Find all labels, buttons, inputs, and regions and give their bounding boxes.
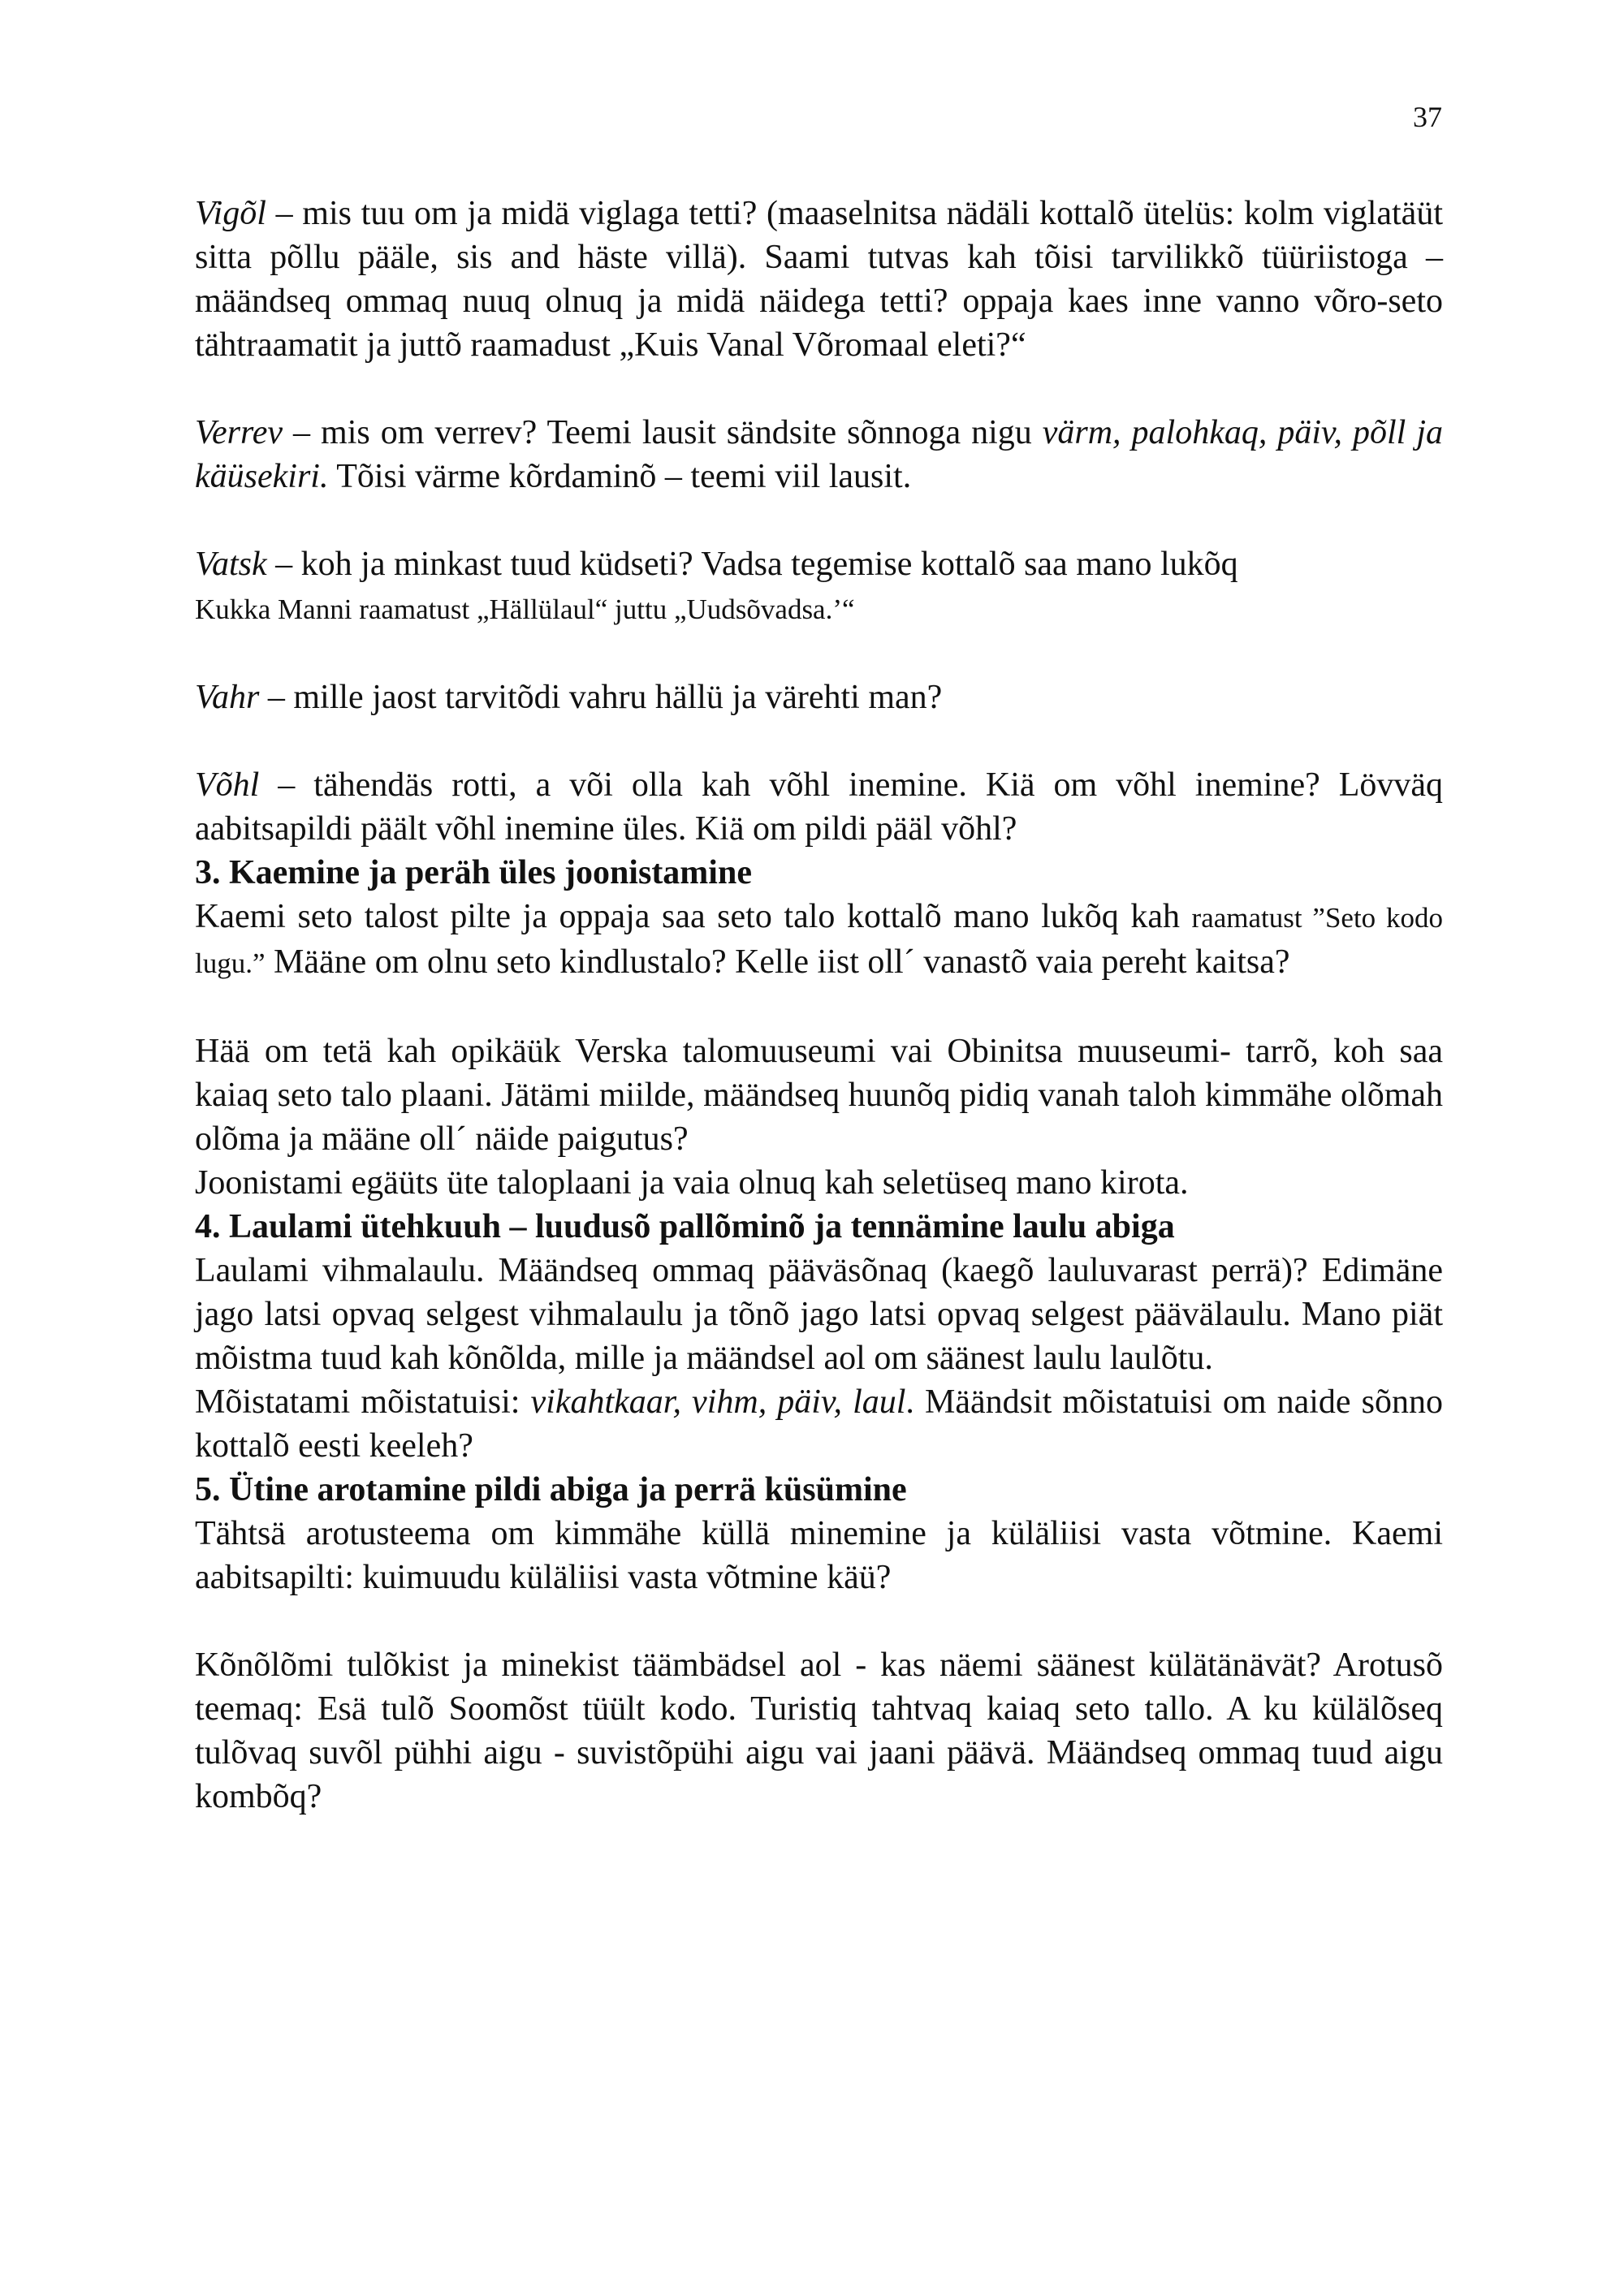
- text-vigol: – mis tuu om ja midä viglaga tetti? (maaselnitsa nädäli kottalõ ütelüs: kolm viglatäüt sitta põllu pääle, sis and häste villä). Saami tutvas kah tõisi tarvilikkõ tüüriistoga – määndseq ommaq nuuq olnuq ja midä näidega tetti? oppaja kaes inne vanno võro-seto tähtraamatit ja juttõ raamadust „Kuis Vanal Võromaal eleti?“: [195, 195, 1443, 364]
- words-verrev: värm, palohkaq, päiv, põll ja käüsekiri.: [195, 414, 1444, 495]
- term-vahr: Vahr: [195, 679, 260, 716]
- paragraph-vatsk: [195, 542, 1443, 632]
- text-vohl: – tähendäs rotti, a või olla kah võhl inemine. Kiä om võhl inemine? Lövväq aabitsapildi päält võhl inemine üles. Kiä om pildi pääl võhl?: [195, 766, 1443, 848]
- paragraph-verrev: [195, 411, 1443, 498]
- section-4-text-2: . Määndsit mõistatuisi om naide sõnno kottalõ eesti keeleh?: [195, 1383, 1443, 1465]
- text-vatsk-small: Kukka Manni raamatust „Hällülaul“ juttu „Uudsõvadsa.’“: [195, 593, 855, 625]
- paragraph-vohl: [195, 763, 1443, 851]
- section-4-paragraph-2: [195, 1380, 1443, 1468]
- term-vatsk: Vatsk: [195, 546, 267, 583]
- page-content: [195, 192, 1443, 1819]
- section-5-paragraph-1: Tähtsä arotusteema om kimmähe küllä minemine ja küläliisi vasta võtmine. Kaemi aabitsapilti: kuimuudu küläliisi vasta võtmine käü?: [195, 1515, 1443, 1596]
- section-5-paragraph-2: Kõnõlõmi tulõkist ja minekist täämbädsel aol - kas näemi säänest külätänävät? Arotusõ teemaq: Esä tulõ Soomõst tüült kodo. Turistiq tahtvaq kaiaq seto tallo. A ku külälõseq tulõvaq suvõl pühhi aigu - suvistõpühi aigu vai jaani päävä. Määndseq ommaq tuud aigu kombõq?: [195, 1646, 1443, 1815]
- section-3-text-2: Määne om olnu seto kindlustalo? Kelle iist oll´ vanastõ vaia pereht kaitsa?: [265, 943, 1290, 981]
- section-5-heading: 5. Ütine arotamine pildi abiga ja perrä küsümine: [195, 1471, 907, 1508]
- paragraph-vigol: [195, 192, 1443, 367]
- text-verrev: – mis om verrev? Teemi lausit sändsite sõnnoga nigu: [283, 414, 1043, 451]
- term-vohl: Võhl: [195, 766, 260, 804]
- paragraph-vahr: [195, 675, 1443, 719]
- section-3-paragraph-3: Joonistami egäüts üte taloplaani ja vaia olnuq kah seletüseq mano kirota.: [195, 1164, 1189, 1202]
- text-vatsk: – koh ja minkast tuud küdseti? Vadsa tegemise kottalõ saa mano lukõq: [266, 546, 1238, 583]
- section-4-heading: 4. Laulami ütehkuuh – luudusõ pallõminõ ja tennämine laulu abiga: [195, 1208, 1175, 1245]
- section-3-heading: 3. Kaemine ja peräh üles joonistamine: [195, 854, 752, 891]
- section-3-paragraph-2: Hää om tetä kah opikäük Verska talomuuseumi vai Obinitsa muuseumi- tarrõ, koh saa kaiaq seto talo plaani. Jätämi miilde, määndseq huunõq pidiq vanah taloh kimmähe olõmah olõma ja määne oll´ näide paigutus?: [195, 1033, 1443, 1158]
- section-3-text: Kaemi seto talost pilte ja oppaja saa seto talo kottalõ mano lukõq kah: [195, 898, 1192, 935]
- section-4-text: Mõistatami mõistatuisi:: [195, 1383, 531, 1421]
- section-4-paragraph-1: Laulami vihmalaulu. Määndseq ommaq pääväsõnaq (kaegõ lauluvarast perrä)? Edimäne jago latsi opvaq selgest vihmalaulu ja tõnõ jago latsi opvaq selgest päävälaulu. Mano piät mõistma tuud kah kõnõlda, mille ja määndsel aol om säänest laulu laulõtu.: [195, 1252, 1443, 1377]
- text-vahr: – mille jaost tarvitõdi vahru hällü ja värehti man?: [259, 679, 943, 716]
- term-vigol: Vigõl: [195, 195, 266, 232]
- text-verrev-2: Tõisi värme kõrdaminõ – teemi viil lausit.: [328, 458, 912, 495]
- section-3-paragraph-1: [195, 895, 1443, 986]
- term-verrev: Verrev: [195, 414, 283, 451]
- page-number: 37: [1413, 101, 1442, 133]
- section-4-words: vikahtkaar, vihm, päiv, laul: [530, 1383, 906, 1421]
- section-3-small: raamatust ”Seto kodo lugu.”: [195, 902, 1444, 979]
